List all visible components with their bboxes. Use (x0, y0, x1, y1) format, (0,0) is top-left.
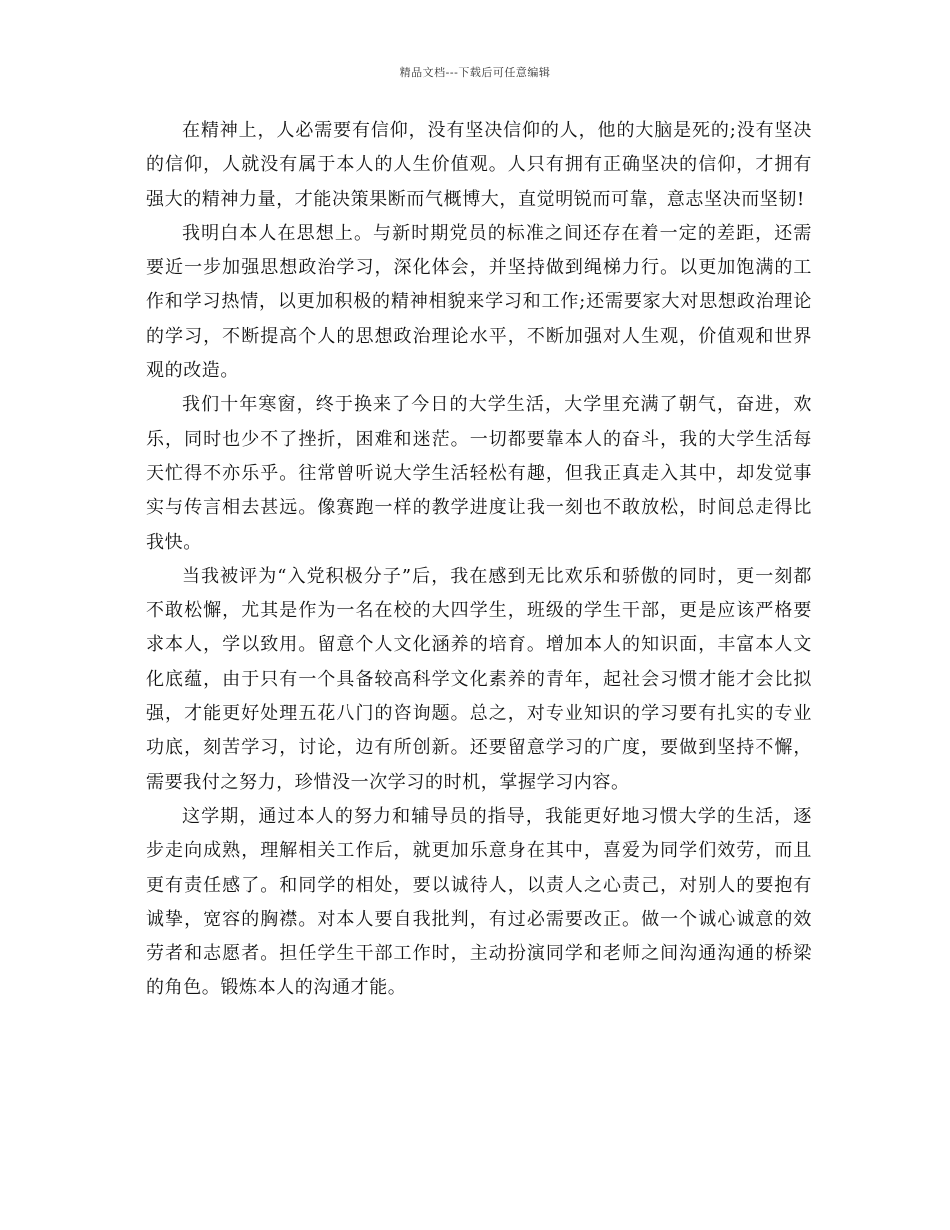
page-header: 精品文档---下载后可任意编辑 (399, 66, 551, 79)
paragraph-5: 这学期，通过本人的努力和辅导员的指导，我能更好地习惯大学的生活，逐步走向成熟，理解相关工作后，就更加乐意身在其中，喜爱为同学们效劳，而且更有责任感了。和同学的相处，要以诚待人，以责人之心责己，对别人的要抱有诚挚，宽容的胸襟。对本人要自我批判，有过必需要改正。做一个诚心诚意的效劳者和志愿者。担任学生干部工作时，主动扮演同学和老师之间沟通沟通的桥梁的角色。锻炼本人的沟通才能。 (146, 805, 812, 999)
paragraph-4: 当我被评为“入党积极分子”后，我在感到无比欢乐和骄傲的同时，更一刻都不敢松懈，尤其是作为一名在校的大四学生，班级的学生干部，更是应该严格要求本人，学以致用。留意个人文化涵养的培育。增加本人的知识面，丰富本人文化底蕴，由于只有一个具备较高科学文化素养的青年，起社会习惯才能才会比拟强，才能更好处理五花八门的咨询题。总之，对专业知识的学习要有扎实的专业功底，刻苦学习，讨论，边有所创新。还要留意学习的广度，要做到坚持不懈，需要我付之努力，珍惜没一次学习的时机，掌握学习内容。 (146, 565, 812, 793)
paragraph-2: 我明白本人在思想上。与新时期党员的标准之间还存在着一定的差距，还需要近一步加强思想政治学习，深化体会，并坚持做到绳梯力行。以更加饱满的工作和学习热情，以更加积极的精神相貌来学习和工作;还需要家大对思想政治理论的学习，不断提高个人的思想政治理论水平，不断加强对人生观，价值观和世界观的改造。 (146, 222, 812, 382)
document-body (146, 114, 812, 1006)
paragraph-1: 在精神上，人必需要有信仰，没有坚决信仰的人，他的大脑是死的;没有坚决的信仰，人就没有属于本人的人生价值观。人只有拥有正确坚决的信仰，才拥有强大的精神力量，才能决策果断而气概博大，直觉明锐而可靠，意志坚决而坚韧! (146, 120, 812, 210)
paragraph-3: 我们十年寒窗，终于换来了今日的大学生活，大学里充满了朝气，奋进，欢乐，同时也少不了挫折，困难和迷茫。一切都要靠本人的奋斗，我的大学生活每天忙得不亦乐乎。往常曾听说大学生活轻松有趣，但我正真走入其中，却发觉事实与传言相去甚远。像赛跑一样的教学进度让我一刻也不敢放松，时间总走得比我快。 (146, 394, 812, 553)
